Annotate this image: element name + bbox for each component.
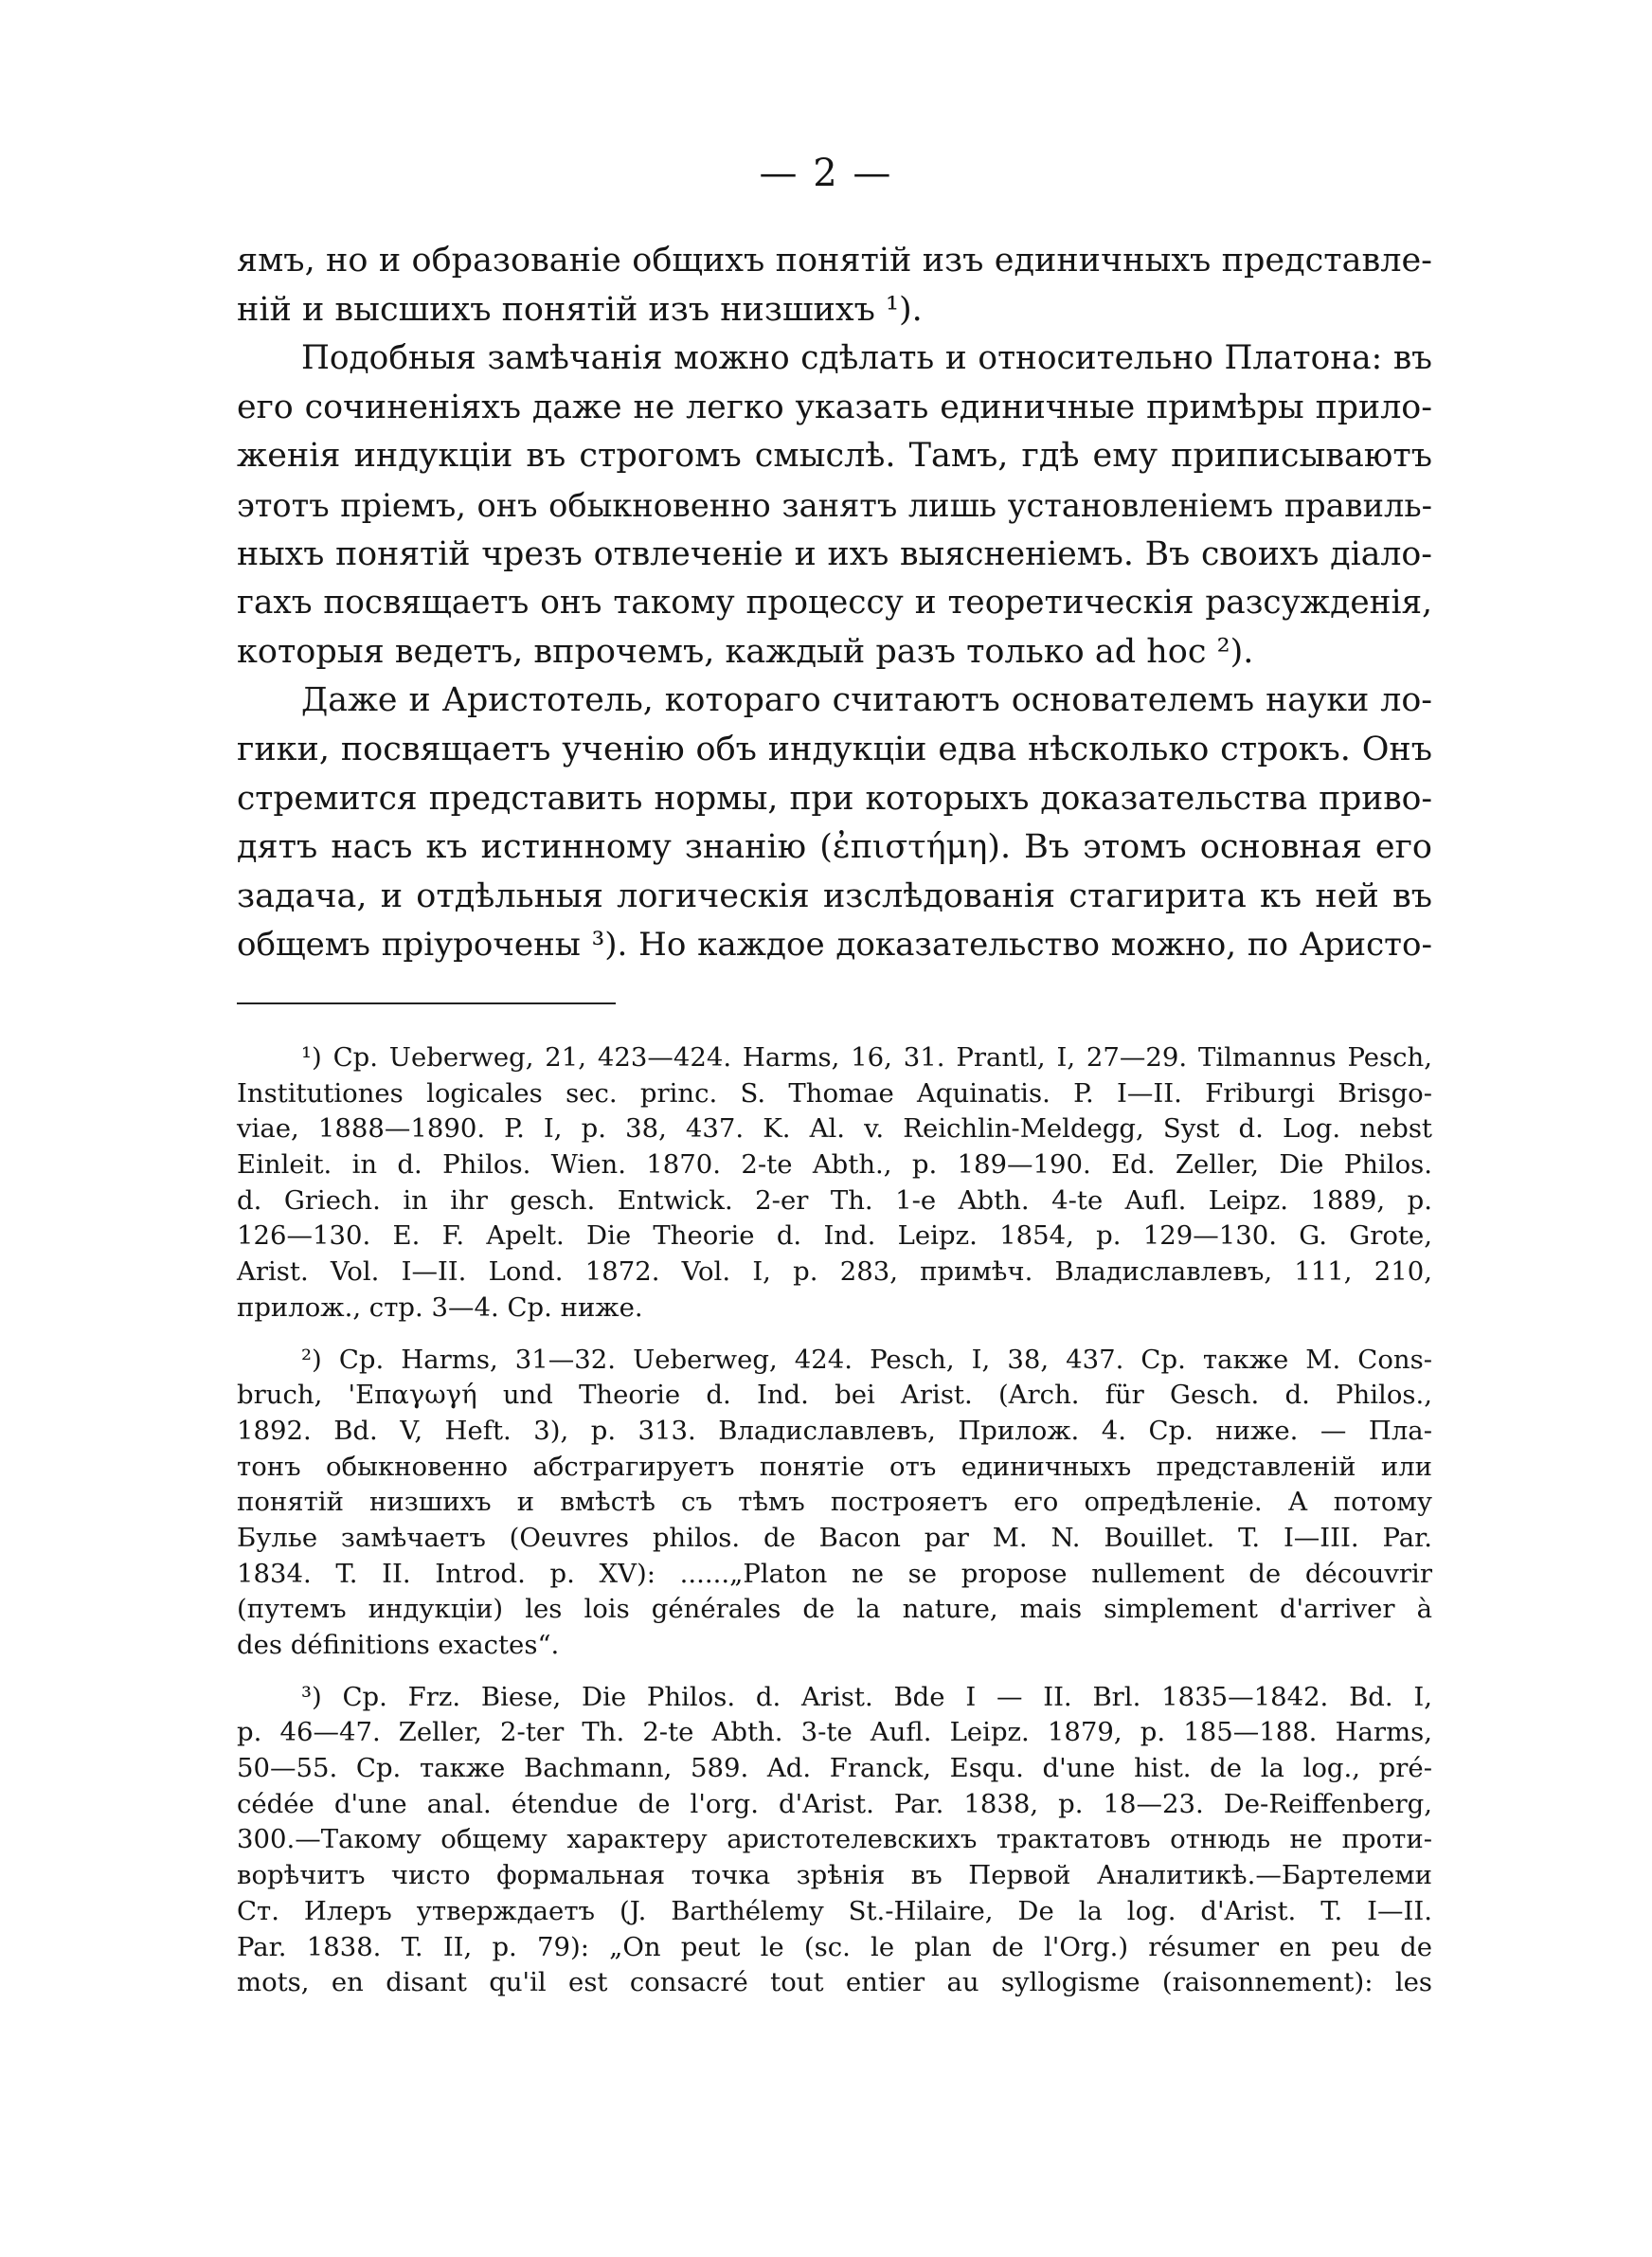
text-line: гахъ посвящаетъ онъ такому процессу и теоретическія разсужденія, <box>237 584 1432 623</box>
text-line: общемъ пріурочены ³). Но каждое доказательство можно, по Аристо- <box>237 926 1432 965</box>
footnote-line: Ст. Илеръ утверждаетъ (J. Barthélemy St.-Hilaire, De la log. d'Arist. T. I—II. <box>237 1895 1432 1926</box>
text-line: которыя ведетъ, впрочемъ, каждый разъ только ad hoc ²). <box>237 632 1254 671</box>
footnote-1 <box>237 1040 1432 1327</box>
footnote-line: Булье замѣчаетъ (Oeuvres philos. de Bacon par M. N. Bouillet. T. I—III. Par. <box>237 1522 1432 1553</box>
footnote-line: ¹) Ср. Ueberweg, 21, 423—424. Harms, 16, 31. Prantl, I, 27—29. Tilmannus Pesch, <box>301 1042 1432 1073</box>
footnote-line: прилож., стр. 3—4. Ср. ниже. <box>237 1291 643 1323</box>
text-line: женія индукціи въ строгомъ смыслѣ. Тамъ, гдѣ ему приписываютъ <box>237 437 1432 476</box>
footnote-line: (путемъ индукціи) les lois générales de la nature, mais simplement d'arriver à <box>237 1594 1432 1625</box>
text-line: его сочиненіяхъ даже не легко указать единичные примѣры прило- <box>237 388 1432 426</box>
body-text <box>237 237 1432 970</box>
footnote-line: 1834. T. II. Introd. p. XV): ......„Platon ne se propose nullement de découvrir <box>237 1558 1432 1589</box>
text-line: стремится представить нормы, при которыхъ доказательства приво- <box>237 779 1432 818</box>
footnote-line: cédée d'une anal. étendue de l'org. d'Arist. Par. 1838, p. 18—23. De-Reiffenberg, <box>237 1788 1432 1819</box>
footnote-2 <box>237 1343 1432 1664</box>
text-line: гики, посвящаетъ ученію объ индукціи едва нѣсколько строкъ. Онъ <box>237 730 1432 768</box>
footnote-line: mots, en disant qu'il est consacré tout entier au syllogisme (raisonnement): les <box>237 1967 1432 1998</box>
paragraph <box>237 237 1432 334</box>
footnote-line: 126—130. E. F. Apelt. Die Theorie d. Ind. Leipz. 1854, p. 129—130. G. Grote, <box>237 1220 1432 1252</box>
footnote-line: 300.—Такому общему характеру аристотелевскихъ трактатовъ отнюдь не проти- <box>237 1824 1432 1855</box>
text-line: Даже и Аристотель, котораго считаютъ основателемъ науки ло- <box>301 681 1432 720</box>
footnote-line: понятій низшихъ и вмѣстѣ съ тѣмъ построяетъ его опредѣленіе. А потому <box>237 1487 1432 1518</box>
footnote-line: Par. 1838. T. II, p. 79): „On peut le (sc. le plan de l'Org.) résumer en peu de <box>237 1931 1432 1962</box>
footnote-line: ворѣчитъ чисто формальная точка зрѣнія въ Первой Аналитикѣ.—Бартелеми <box>237 1860 1432 1891</box>
footnote-line: viae, 1888—1890. P. I, p. 38, 437. K. Al. v. Reichlin-Meldegg, Syst d. Log. nebst <box>237 1113 1432 1145</box>
text-line: этотъ пріемъ, онъ обыкновенно занятъ лишь установленіемъ правиль- <box>237 486 1432 524</box>
footnote-line: Arist. Vol. I—II. Lond. 1872. Vol. I, p. 283, примѣч. Владиславлевъ, 111, 210, <box>237 1256 1432 1288</box>
footnote-line: p. 46—47. Zeller, 2-ter Th. 2-te Abth. 3-te Aufl. Leipz. 1879, p. 185—188. Harms, <box>237 1717 1432 1748</box>
footnote-line: bruch, 'Επαγωγή und Theorie d. Ind. bei Arist. (Arch. für Gesch. d. Philos., <box>237 1380 1432 1411</box>
footnote-3 <box>237 1680 1432 2001</box>
footnote-line: ³) Ср. Frz. Biese, Die Philos. d. Arist. Bde I — II. Brl. 1835—1842. Bd. I, <box>301 1681 1432 1712</box>
footnote-line: Institutiones logicales sec. princ. S. Thomae Aquinatis. P. I—II. Friburgi Brisgo- <box>237 1077 1432 1109</box>
paragraph <box>237 677 1432 970</box>
footnote-line: des définitions exactes“. <box>237 1630 560 1660</box>
text-line: Подобныя замѣчанія можно сдѣлать и относительно Платона: въ <box>301 339 1432 378</box>
footnote-line: 1892. Bd. V, Heft. 3), p. 313. Владиславлевъ, Прилож. 4. Ср. ниже. — Пла- <box>237 1415 1432 1446</box>
footnote-divider <box>237 1002 616 1004</box>
text-line: ній и высшихъ понятій изъ низшихъ ¹). <box>237 290 923 329</box>
text-line: дятъ насъ къ истинному знанію (ἐπιστήμη). Въ этомъ основная его <box>237 828 1432 867</box>
footnote-line: 50—55. Ср. также Bachmann, 589. Ad. Franck, Esqu. d'une hist. de la log., pré- <box>237 1753 1432 1784</box>
footnote-line: ²) Ср. Harms, 31—32. Ueberweg, 424. Pesch, I, 38, 437. Ср. также M. Cons- <box>301 1344 1432 1375</box>
footnote-line: тонъ обыкновенно абстрагируетъ понятіе отъ единичныхъ представленій или <box>237 1451 1432 1482</box>
footnote-line: d. Griech. in ihr gesch. Entwick. 2-er Th. 1-e Abth. 4-te Aufl. Leipz. 1889, p. <box>237 1184 1432 1216</box>
text-line: ныхъ понятій чрезъ отвлеченіе и ихъ выясненіемъ. Въ своихъ діало- <box>237 534 1432 573</box>
footnote-line: Einleit. in d. Philos. Wien. 1870. 2-te Abth., p. 189—190. Ed. Zeller, Die Philos. <box>237 1149 1432 1181</box>
text-line: ямъ, но и образованіе общихъ понятій изъ единичныхъ представле- <box>237 242 1432 280</box>
text-line: задача, и отдѣльныя логическія изслѣдованія стагирита къ ней въ <box>237 876 1432 915</box>
paragraph <box>237 334 1432 677</box>
footnotes <box>237 1040 1432 2001</box>
page-number: — 2 — <box>759 152 893 195</box>
